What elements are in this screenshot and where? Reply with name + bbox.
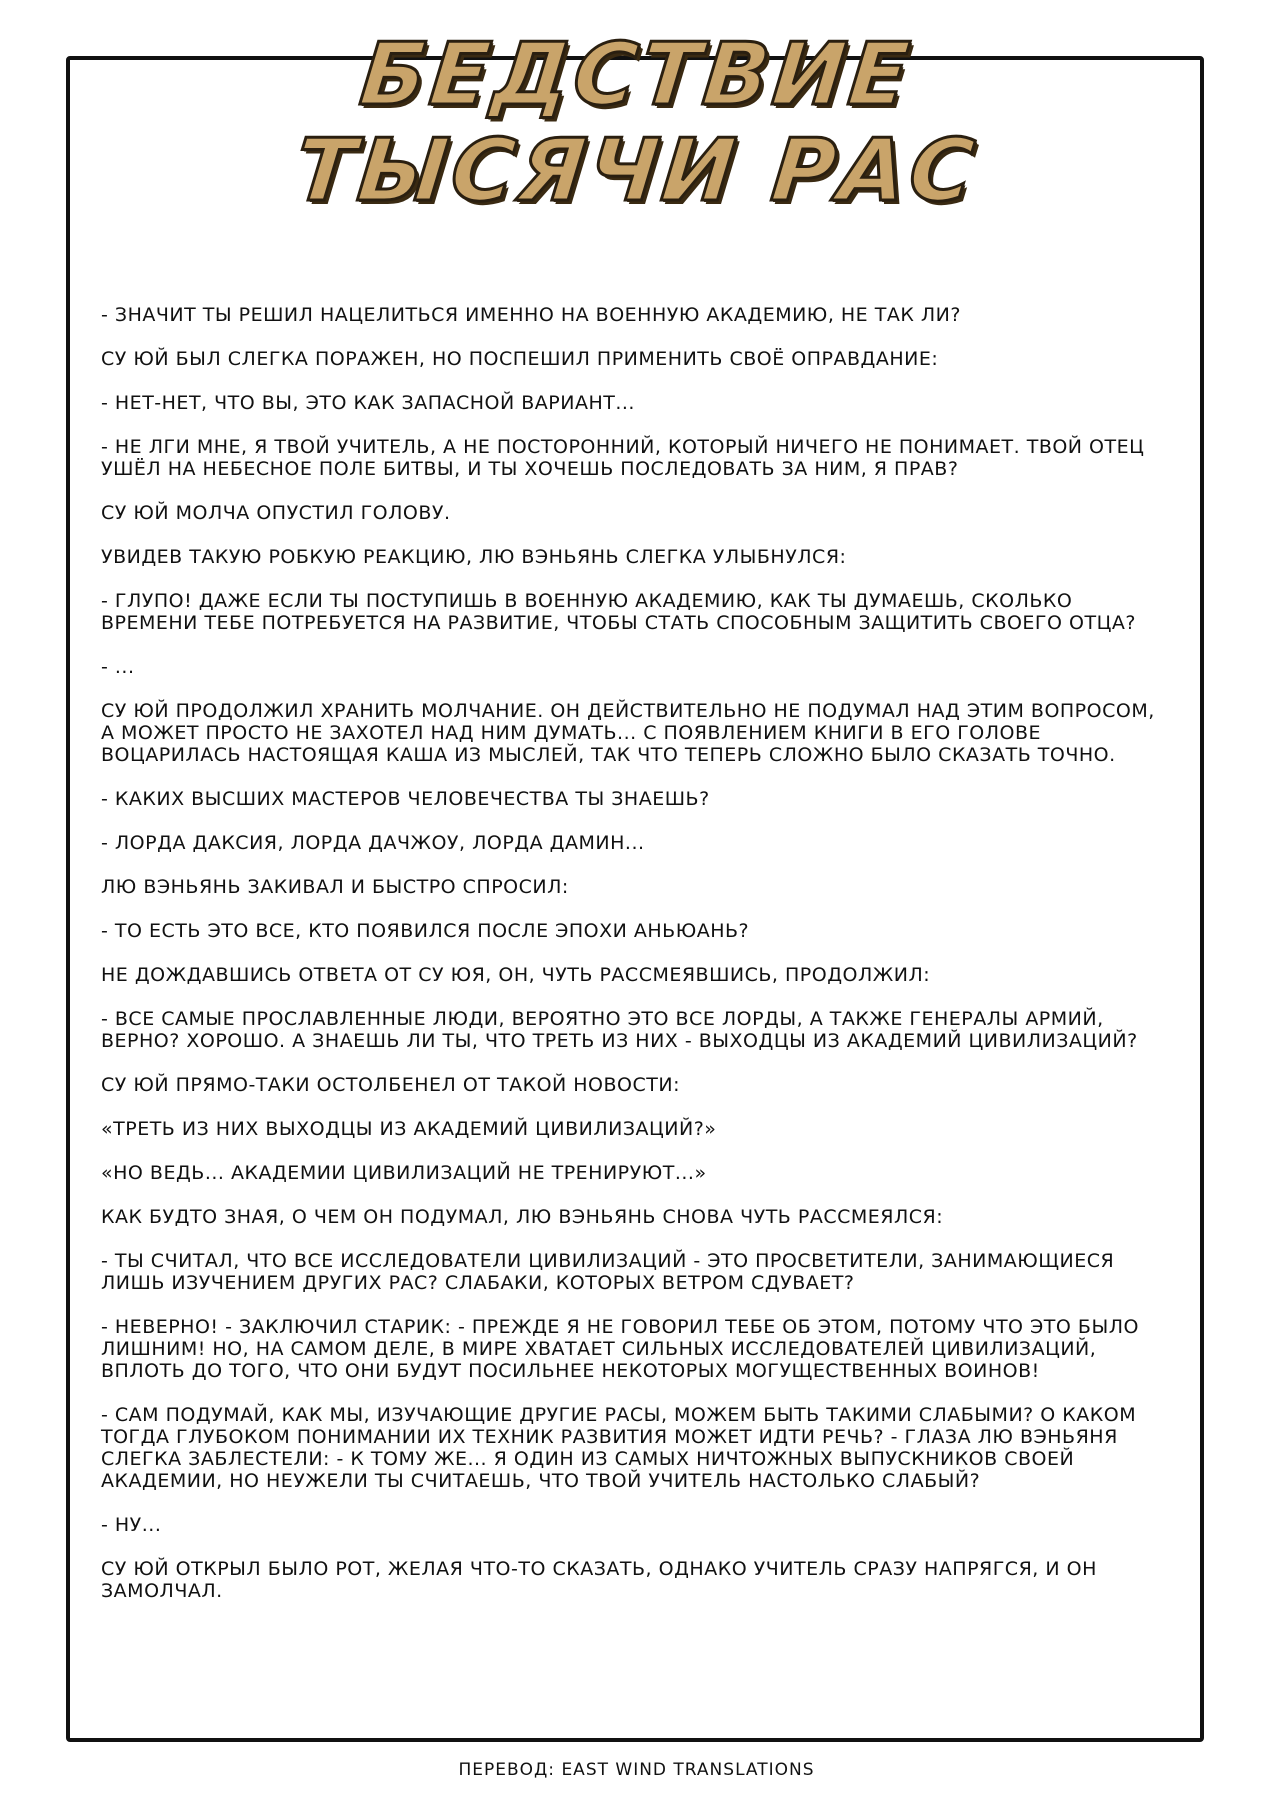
paragraph: ЛЮ ВЭНЬЯНЬ ЗАКИВАЛ И БЫСТРО СПРОСИЛ:: [101, 876, 569, 898]
paragraph: - САМ ПОДУМАЙ, КАК МЫ, ИЗУЧАЮЩИЕ ДРУГИЕ РАСЫ, МОЖЕМ БЫТЬ ТАКИМИ СЛАБЫМИ? О КАКОМ ТОГДА ГЛУБОКОМ ПОНИМАНИИ ИХ ТЕХНИК РАЗВИТИЯ МОЖЕТ ИДТИ РЕЧЬ? - ГЛАЗА ЛЮ ВЭНЬЯНЯ СЛЕГКА ЗАБЛЕСТЕЛИ: - К ТОМУ ЖЕ... Я ОДИН ИЗ САМЫХ НИЧТОЖНЫХ ВЫПУСКНИКОВ СВОЕЙ АКАДЕМИИ, НО НЕУЖЕЛИ ТЫ СЧИТАЕШЬ, ЧТО ТВОЙ УЧИТЕЛЬ НАСТОЛЬКО СЛАБЫЙ?: [101, 1404, 1137, 1492]
paragraph: - ТЫ СЧИТАЛ, ЧТО ВСЕ ИССЛЕДОВАТЕЛИ ЦИВИЛИЗАЦИЙ - ЭТО ПРОСВЕТИТЕЛИ, ЗАНИМАЮЩИЕСЯ ЛИШЬ ИЗУЧЕНИЕМ ДРУГИХ РАС? СЛАБАКИ, КОТОРЫХ ВЕТРОМ СДУВАЕТ?: [101, 1250, 1115, 1294]
paragraph: «ТРЕТЬ ИЗ НИХ ВЫХОДЦЫ ИЗ АКАДЕМИЙ ЦИВИЛИЗАЦИЙ?»: [101, 1118, 717, 1140]
paragraph: СУ ЮЙ МОЛЧА ОПУСТИЛ ГОЛОВУ.: [101, 502, 451, 524]
title-line-1: БЕДСТВИЕ: [355, 25, 918, 125]
paragraph: - ...: [101, 656, 135, 678]
paragraph: - НЕВЕРНО! - ЗАКЛЮЧИЛ СТАРИК: - ПРЕЖДЕ Я НЕ ГОВОРИЛ ТЕБЕ ОБ ЭТОМ, ПОТОМУ ЧТО ЭТО БЫЛО ЛИШНИМ! НО, НА САМОМ ДЕЛЕ, В МИРЕ ХВАТАЕТ СИЛЬНЫХ ИССЛЕДОВАТЕЛЕЙ ЦИВИЛИЗАЦИЙ, ВПЛОТЬ ДО ТОГО, ЧТО ОНИ БУДУТ ПОСИЛЬНЕЕ НЕКОТОРЫХ МОГУЩЕСТВЕННЫХ ВОИНОВ!: [101, 1316, 1139, 1382]
story-text: [101, 304, 1169, 1624]
paragraph: СУ ЮЙ БЫЛ СЛЕГКА ПОРАЖЕН, НО ПОСПЕШИЛ ПРИМЕНИТЬ СВОЁ ОПРАВДАНИЕ:: [101, 348, 939, 370]
paragraph: - ЗНАЧИТ ТЫ РЕШИЛ НАЦЕЛИТЬСЯ ИМЕННО НА ВОЕННУЮ АКАДЕМИЮ, НЕ ТАК ЛИ?: [101, 304, 961, 326]
paragraph: - ТО ЕСТЬ ЭТО ВСЕ, КТО ПОЯВИЛСЯ ПОСЛЕ ЭПОХИ АНЬЮАНЬ?: [101, 920, 750, 942]
paragraph: УВИДЕВ ТАКУЮ РОБКУЮ РЕАКЦИЮ, ЛЮ ВЭНЬЯНЬ СЛЕГКА УЛЫБНУЛСЯ:: [101, 546, 847, 568]
paragraph: СУ ЮЙ ПРОДОЛЖИЛ ХРАНИТЬ МОЛЧАНИЕ. ОН ДЕЙСТВИТЕЛЬНО НЕ ПОДУМАЛ НАД ЭТИМ ВОПРОСОМ, А МОЖЕТ ПРОСТО НЕ ЗАХОТЕЛ НАД НИМ ДУМАТЬ... С ПОЯВЛЕНИЕМ КНИГИ В ЕГО ГОЛОВЕ ВОЦАРИЛАСЬ НАСТОЯЩАЯ КАША ИЗ МЫСЛЕЙ, ТАК ЧТО ТЕПЕРЬ СЛОЖНО БЫЛО СКАЗАТЬ ТОЧНО.: [101, 700, 1155, 766]
paragraph: СУ ЮЙ ОТКРЫЛ БЫЛО РОТ, ЖЕЛАЯ ЧТО-ТО СКАЗАТЬ, ОДНАКО УЧИТЕЛЬ СРАЗУ НАПРЯГСЯ, И ОН ЗАМОЛЧАЛ.: [101, 1558, 1097, 1602]
paragraph: - ГЛУПО! ДАЖЕ ЕСЛИ ТЫ ПОСТУПИШЬ В ВОЕННУЮ АКАДЕМИЮ, КАК ТЫ ДУМАЕШЬ, СКОЛЬКО ВРЕМЕНИ ТЕБЕ ПОТРЕБУЕТСЯ НА РАЗВИТИЕ, ЧТОБЫ СТАТЬ СПОСОБНЫМ ЗАЩИТИТЬ СВОЕГО ОТЦА?: [101, 590, 1136, 634]
paragraph: - НУ...: [101, 1514, 162, 1536]
paragraph: - ЛОРДА ДАКСИЯ, ЛОРДА ДАЧЖОУ, ЛОРДА ДАМИН...: [101, 832, 645, 854]
paragraph: - НЕТ-НЕТ, ЧТО ВЫ, ЭТО КАК ЗАПАСНОЙ ВАРИАНТ...: [101, 392, 635, 414]
paragraph: КАК БУДТО ЗНАЯ, О ЧЕМ ОН ПОДУМАЛ, ЛЮ ВЭНЬЯНЬ СНОВА ЧУТЬ РАССМЕЯЛСЯ:: [101, 1206, 944, 1228]
translator-credit: ПЕРЕВОД: EAST WIND TRANSLATIONS: [458, 1760, 815, 1780]
paragraph: СУ ЮЙ ПРЯМО-ТАКИ ОСТОЛБЕНЕЛ ОТ ТАКОЙ НОВОСТИ:: [101, 1074, 680, 1096]
paragraph: «НО ВЕДЬ... АКАДЕМИИ ЦИВИЛИЗАЦИЙ НЕ ТРЕНИРУЮТ...»: [101, 1162, 707, 1184]
paragraph: - ВСЕ САМЫЕ ПРОСЛАВЛЕННЫЕ ЛЮДИ, ВЕРОЯТНО ЭТО ВСЕ ЛОРДЫ, А ТАКЖЕ ГЕНЕРАЛЫ АРМИЙ, ВЕРНО? ХОРОШО. А ЗНАЕШЬ ЛИ ТЫ, ЧТО ТРЕТЬ ИЗ НИХ - ВЫХОДЦЫ ИЗ АКАДЕМИЙ ЦИВИЛИЗАЦИЙ?: [101, 1008, 1138, 1052]
paragraph: - НЕ ЛГИ МНЕ, Я ТВОЙ УЧИТЕЛЬ, А НЕ ПОСТОРОННИЙ, КОТОРЫЙ НИЧЕГО НЕ ПОНИМАЕТ. ТВОЙ ОТЕЦ УШЁЛ НА НЕБЕСНОЕ ПОЛЕ БИТВЫ, И ТЫ ХОЧЕШЬ ПОСЛЕДОВАТЬ ЗА НИМ, Я ПРАВ?: [101, 436, 1145, 480]
title-line-2: ТЫСЯЧИ РАС: [290, 121, 983, 221]
paragraph: - КАКИХ ВЫСШИХ МАСТЕРОВ ЧЕЛОВЕЧЕСТВА ТЫ ЗНАЕШЬ?: [101, 788, 710, 810]
paragraph: НЕ ДОЖДАВШИСЬ ОТВЕТА ОТ СУ ЮЯ, ОН, ЧУТЬ РАССМЕЯВШИСЬ, ПРОДОЛЖИЛ:: [101, 964, 931, 986]
